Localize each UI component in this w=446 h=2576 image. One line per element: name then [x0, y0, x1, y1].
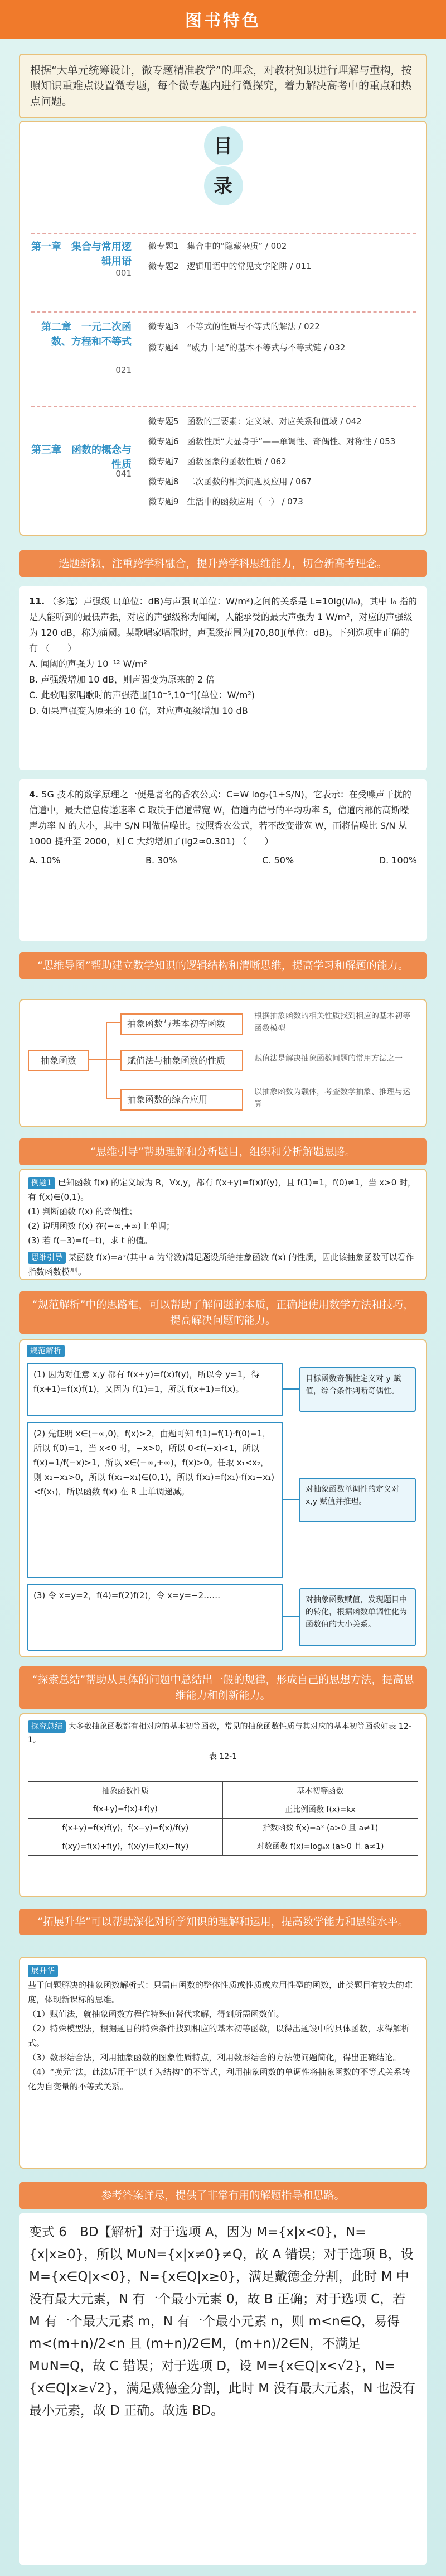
- question-number: 4.: [29, 789, 39, 800]
- feature-bar: 参考答案详尽，提供了非常有用的解题指导和思路。: [19, 2182, 427, 2209]
- solution-box: [19, 1339, 427, 1657]
- mindmap-desc: 赋值法是解决抽象函数问题的常用方法之一: [254, 1054, 403, 1063]
- table-cell: 对数函数 f(x)=logₐx (a>0 且 a≠1): [222, 1837, 418, 1856]
- option: C. 此歌唱家唱歌时的声强范围[10⁻⁵,10⁻⁴](单位：W/m²): [29, 690, 255, 700]
- mindmap-node: 抽象函数与基本初等函数: [120, 1013, 243, 1035]
- question-text: 5G 技术的数学原理之一便是著名的香农公式：C=W log₂(1+S/N)，它表示：在受噪声干扰的信道中，最大信息传递速率 C 取决于信道带宽 W，信道内信号的平均功率 S，信道内部的高斯噪声功率 N 的大小，其中 S/N 叫做信噪比。按照香农公式，若不改变带宽 W，而将信噪比 S/N 从 1000 提升至 2000，则 C 大约增加了(lg2≈0.301): [29, 789, 411, 847]
- table-row: [28, 1800, 418, 1819]
- banner-title: 图书特色: [185, 11, 261, 31]
- table-caption: 表 12-1: [209, 1752, 237, 1761]
- solution-step: (2) 先证明 x∈(−∞,0)，f(x)>2，由题可知 f(1)=f(1)·f(0)=1，所以 f(0)=1，当 x<0 时，−x>0，所以 0<f(−x)<1，所以 f(x)=1/f(−x)>1，所以 x∈(−∞,+∞)，f(x)>0。任取 x₁<x₂，则 x₂−x₁>0，所以 f(x₂−x₁)∈(0,1)，所以 f(x₂)=f(x₁)·f(x₂−x₁)<f(x₁)，所以函数 f(x) 在 R 上单调递减。: [27, 1422, 283, 1578]
- summary-table: [28, 1781, 418, 1856]
- mindmap-box: [19, 999, 427, 1127]
- toc-chapter: [31, 311, 416, 396]
- toc-heading-1: 目: [214, 135, 232, 157]
- feature-bar: “探索总结”帮助从具体的问题中总结出一般的规律，形成自己的思想方法，提高思维能力和创新能力。: [19, 1666, 427, 1709]
- table-header: 抽象函数性质: [28, 1782, 223, 1800]
- table-cell: f(x+y)=f(x)+f(y): [28, 1800, 223, 1819]
- arrow-icon: [283, 1499, 299, 1500]
- example-line: (2) 说明函数 f(x) 在(−∞,+∞)上单调；: [28, 1221, 175, 1231]
- feature-bar: “规范解析”中的思路框，可以帮助了解问题的本质，正确地使用数学方法和技巧，提高解决问题的能力。: [19, 1291, 427, 1334]
- table-cell: 指数函数 f(x)=aˣ (a>0 且 a≠1): [222, 1819, 418, 1837]
- extend-line: （4）“换元”法，此法适用于“以 f 为结构”的不等式，利用抽象函数的单调性将抽象函数的不等式关系转化为自变量的不等式关系。: [28, 2067, 410, 2092]
- toc-item[interactable]: 微专题2 逻辑用语中的常见文字陷阱 / 011: [148, 261, 312, 271]
- table-header: 基本初等函数: [222, 1782, 418, 1800]
- mindmap-connector: [89, 1059, 106, 1060]
- feature-bar: “思维导图”帮助建立数学知识的逻辑结构和清晰思维，提高学习和解题的能力。: [19, 952, 427, 979]
- solution-note: 对抽象函数赋值，发现题目中的转化，根据函数单调性化为函数值的大小关系。: [299, 1588, 416, 1646]
- question-4: [19, 779, 427, 941]
- solution-step: (3) 令 x=y=2，f(4)=f(2)f(2)，令 x=y=−2……: [27, 1584, 283, 1651]
- toc-item[interactable]: 微专题8 二次函数的相关问题及应用 / 067: [148, 477, 312, 487]
- chapter-page: 021: [115, 365, 132, 375]
- option: C. 50%: [262, 855, 294, 866]
- question-paren: （ ）: [41, 643, 77, 653]
- toc-chapter: [31, 233, 416, 318]
- example-line: (3) 若 f(−3)=f(−t)，求 t 的值。: [28, 1236, 153, 1246]
- table-cell: f(xy)=f(x)+f(y)，f(x/y)=f(x)−f(y): [28, 1837, 223, 1856]
- summary-tag: 探究总结: [28, 1720, 66, 1733]
- mindmap-root: 抽象函数: [28, 1050, 89, 1071]
- solution-note: 对抽象函数单调性的定义对 x,y 赋值并推理。: [299, 1478, 416, 1522]
- chapter-page: 001: [115, 268, 132, 278]
- toc-box: [19, 121, 427, 536]
- extend-line: （3）数形结合法，利用抽象函数的图象性质特点，利用数形结合的方法使问题简化，得出正确结论。: [28, 2053, 401, 2063]
- toc-item[interactable]: 微专题7 函数图象的函数性质 / 062: [148, 456, 287, 467]
- question-11: [19, 586, 427, 770]
- summary-text: 大多数抽象函数都有相对应的基本初等函数，常见的抽象函数性质与其对应的基本初等函数如表 12-1。: [28, 1722, 411, 1744]
- option: B. 30%: [145, 855, 177, 866]
- mindmap-connector: [106, 1098, 120, 1099]
- question-number: 11.: [29, 596, 45, 607]
- table-row: [28, 1819, 418, 1837]
- toc-item[interactable]: 微专题6 函数性质“大显身手”——单调性、奇偶性、对称性 / 053: [148, 436, 396, 446]
- mindmap-connector: [106, 1022, 120, 1023]
- extend-line: 基于问题解决的抽象函数解析式：只需由函数的整体性质或性质或应用性型的函数，此类题目有较大的难度，体现新课标的思维。: [28, 1980, 413, 2005]
- mindmap-desc: 根据抽象函数的相关性质找到相应的基本初等函数模型: [254, 1012, 410, 1033]
- mindmap-desc: 以抽象函数为载体，考查数学抽象、推理与运算: [254, 1088, 410, 1109]
- chapter-title[interactable]: 第二章 一元二次函数、方程和不等式: [41, 321, 132, 348]
- feature-bar: “拓展升华”可以帮助深化对所学知识的理解和运用，提高数学能力和思维水平。: [19, 1909, 427, 1935]
- example-line: (1) 判断函数 f(x) 的奇偶性；: [28, 1207, 138, 1217]
- example-box: [19, 1169, 427, 1280]
- arrow-icon: [283, 1616, 299, 1617]
- option: B. 声强级增加 10 dB，则声强变为原来的 2 倍: [29, 674, 215, 685]
- table-row: [28, 1837, 418, 1856]
- extend-box: [19, 1957, 427, 2169]
- mindmap-connector: [106, 1059, 120, 1060]
- example-tag: 例题1: [28, 1177, 55, 1189]
- extend-tag: 展升华: [28, 1965, 58, 1977]
- question-text: （多选）声强级 L(单位：dB)与声强 I(单位：W/m²)之间的关系是 L=10lg(I/I₀)，其中 I₀ 指的是人能听到的最低声强，对应的声强级称为闻阈，人能承受的最大声强为 1 W/m²，对应的声强级为 120 dB，称为痛阈。某歌唱家唱歌时，声强级范围为[70,80](单位：dB)。下列选项中正确的有: [29, 596, 417, 653]
- toc-heading-2: 录: [214, 175, 232, 198]
- guide-text: 某函数 f(x)=aˣ(其中 a 为常数)满足题设所给抽象函数 f(x) 的性质，因此该抽象函数可以看作指数函数模型。: [28, 1252, 414, 1277]
- chapter-page: 041: [115, 469, 132, 479]
- toc-item[interactable]: 微专题3 不等式的性质与不等式的解法 / 022: [148, 321, 320, 331]
- solution-tag: 规范解析: [27, 1345, 65, 1357]
- toc-chapter: [31, 406, 416, 525]
- option: A. 闻阈的声强为 10⁻¹² W/m²: [29, 659, 147, 669]
- extend-line: （2）特殊模型法，根据题目的特殊条件找到相应的基本初等函数，以得出题设中的具体函数，求得解析式。: [28, 2024, 410, 2048]
- example-line: 已知函数 f(x) 的定义域为 R，∀x,y，都有 f(x+y)=f(x)f(y)，且 f(1)=1，f(0)≠1，当 x>0 时，有 f(x)∈(0,1)。: [28, 1178, 416, 1202]
- solution-note: 目标函数奇偶性定义对 y 赋值，综合条件判断奇偶性。: [299, 1367, 416, 1412]
- toc-item[interactable]: 微专题4 “威力十足”的基本不等式与不等式链 / 032: [148, 343, 346, 353]
- intro-paragraph: 根据“大单元统筹设计，微专题精准教学”的理念，对教材知识进行理解与重构，按照知识重难点设置微专题，每个微专题内进行微探究，着力解决高考中的重点和热点问题。: [19, 54, 427, 118]
- mindmap-connector: [106, 1022, 107, 1098]
- chapter-title[interactable]: 第三章 函数的概念与性质: [31, 444, 132, 470]
- table-cell: 正比例函数 f(x)=kx: [222, 1800, 418, 1819]
- question-paren: （ ）: [237, 836, 274, 847]
- toc-item[interactable]: 微专题1 集合中的“隐藏杂质” / 002: [148, 241, 287, 251]
- answer-box: 变式 6 BD【解析】对于选项 A，因为 M={x|x<0}，N={x|x≥0}，所以 M∪N={x|x≠0}≠Q，故 A 错误；对于选项 B，设 M={x∈Q|x<0}，N={x∈Q|x≥0}，满足戴德金分割，此时 M 中没有最大元素，N 有一个最小元素 0，故 B 正确；对于选项 C，若 M 有一个最大元素 m，N 有一个最小元素 n，则 m<n∈Q，易得 m<(m+n)/2<n 且 (m+n)/2∈M，(m+n)/2∈N，不满足 M∪N=Q，故 C 错误；对于选项 D，设 M={x∈Q|x<√2}，N={x∈Q|x≥√2}，满足戴德金分割，此时 M 没有最大元素，N 也没有最小元素，故 D 正确。故选 BD。: [19, 2213, 427, 2565]
- solution-step: (1) 因为对任意 x,y 都有 f(x+y)=f(x)f(y)，所以令 y=1，得 f(x+1)=f(x)f(1)，又因为 f(1)=1，所以 f(x+1)=f(x)。: [27, 1363, 283, 1416]
- chapter-title[interactable]: 第一章 集合与常用逻辑用语: [31, 241, 132, 267]
- summary-box: [19, 1713, 427, 1897]
- toc-item[interactable]: 微专题5 函数的三要素：定义域、对应关系和值域 / 042: [148, 416, 362, 426]
- toc-item[interactable]: 微专题9 生活中的函数应用（一） / 073: [148, 497, 303, 507]
- mindmap-node: 抽象函数的综合应用: [120, 1089, 243, 1111]
- extend-line: （1）赋值法，就抽象函数方程作特殊值替代求解，得到所需函数值。: [28, 2009, 284, 2019]
- options-row: [29, 853, 417, 868]
- option: D. 如果声强变为原来的 10 倍，对应声强级增加 10 dB: [29, 705, 248, 716]
- guide-tag: 思维引导: [28, 1252, 66, 1264]
- banner: [0, 0, 446, 39]
- option: A. 10%: [29, 855, 61, 866]
- feature-bar: 选题新颖，注重跨学科融合，提升跨学科思维能力，切合新高考理念。: [19, 550, 427, 577]
- feature-bar: “思维引导”帮助理解和分析题目，组织和分析解题思路。: [19, 1138, 427, 1165]
- table-cell: f(x+y)=f(x)f(y)，f(x−y)=f(x)/f(y): [28, 1819, 223, 1837]
- mindmap-node: 赋值法与抽象函数的性质: [120, 1050, 243, 1071]
- arrow-icon: [283, 1388, 299, 1390]
- option: D. 100%: [379, 855, 417, 866]
